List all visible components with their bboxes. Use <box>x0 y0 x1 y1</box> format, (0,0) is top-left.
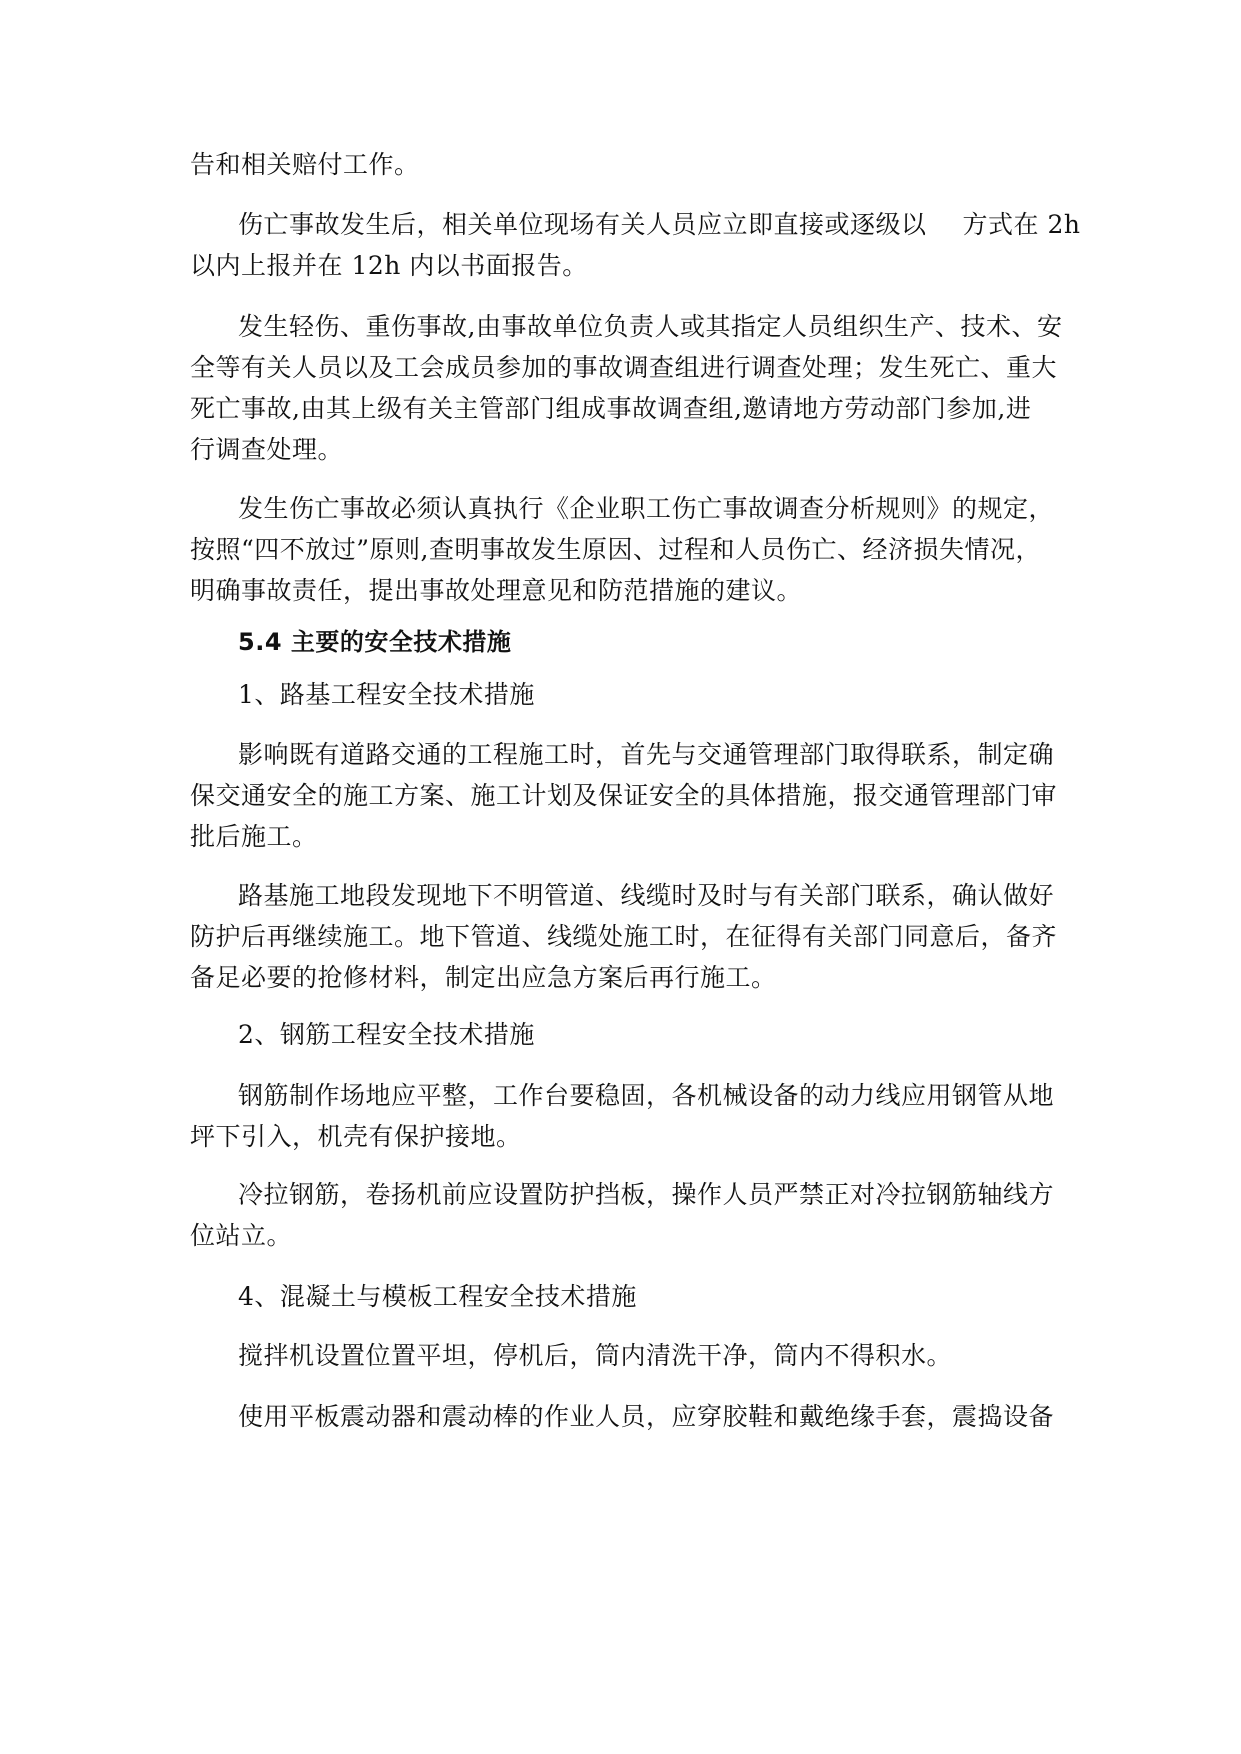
text-line: 全等有关人员以及工会成员参加的事故调查组进行调查处理；发生死亡、重大 <box>190 353 1058 382</box>
text-line: 发生轻伤、重伤事故,由事故单位负责人或其指定人员组织生产、技术、安 <box>238 312 1063 341</box>
text-line: 批后施工。 <box>190 822 318 851</box>
text-line: 发生伤亡事故必须认真执行《企业职工伤亡事故调查分析规则》的规定， <box>238 494 1055 523</box>
text-line: 备足必要的抢修材料，制定出应急方案后再行施工。 <box>190 963 777 992</box>
text-line: 影响既有道路交通的工程施工时，首先与交通管理部门取得联系，制定确 <box>238 740 1055 769</box>
text-segment: 伤亡事故发生后，相关单位现场有关人员应立即直接或逐级以 <box>238 210 927 239</box>
text-line: 明确事故责任，提出事故处理意见和防范措施的建议。 <box>190 576 803 605</box>
text-line: 冷拉钢筋，卷扬机前应设置防护挡板，操作人员严禁正对冷拉钢筋轴线方 <box>238 1180 1055 1209</box>
text-segment: 方式在 2h <box>962 210 1081 239</box>
text-line: 保交通安全的施工方案、施工计划及保证安全的具体措施，报交通管理部门审 <box>190 781 1058 810</box>
text-line: 防护后再继续施工。地下管道、线缆处施工时，在征得有关部门同意后，备齐 <box>190 922 1058 951</box>
text-line: 钢筋制作场地应平整，工作台要稳固，各机械设备的动力线应用钢管从地 <box>238 1081 1055 1110</box>
text-line: 行调查处理。 <box>190 435 344 464</box>
text-line: 使用平板震动器和震动棒的作业人员，应穿胶鞋和戴绝缘手套，震捣设备 <box>238 1402 1055 1431</box>
text-line: 死亡事故,由其上级有关主管部门组成事故调查组,邀请地方劳动部门参加,进 <box>190 394 1032 423</box>
subsection-heading: 2、钢筋工程安全技术措施 <box>238 1020 535 1049</box>
section-heading: 5.4 主要的安全技术措施 <box>238 628 512 656</box>
text-line: 告和相关赔付工作。 <box>190 150 420 179</box>
text-line: 坪下引入，机壳有保护接地。 <box>190 1122 522 1151</box>
text-line: 以内上报并在 12h 内以书面报告。 <box>190 251 588 280</box>
text-line: 路基施工地段发现地下不明管道、线缆时及时与有关部门联系，确认做好 <box>238 881 1055 910</box>
subsection-heading: 1、路基工程安全技术措施 <box>238 680 535 709</box>
subsection-heading: 4、混凝土与模板工程安全技术措施 <box>238 1282 637 1311</box>
text-line <box>238 208 1080 242</box>
text-line: 按照“四不放过”原则,查明事故发生原因、过程和人员伤亡、经济损失情况， <box>190 535 1042 564</box>
text-line: 位站立。 <box>190 1221 293 1250</box>
text-line: 搅拌机设置位置平坦，停机后，筒内清洗干净，筒内不得积水。 <box>238 1341 953 1370</box>
